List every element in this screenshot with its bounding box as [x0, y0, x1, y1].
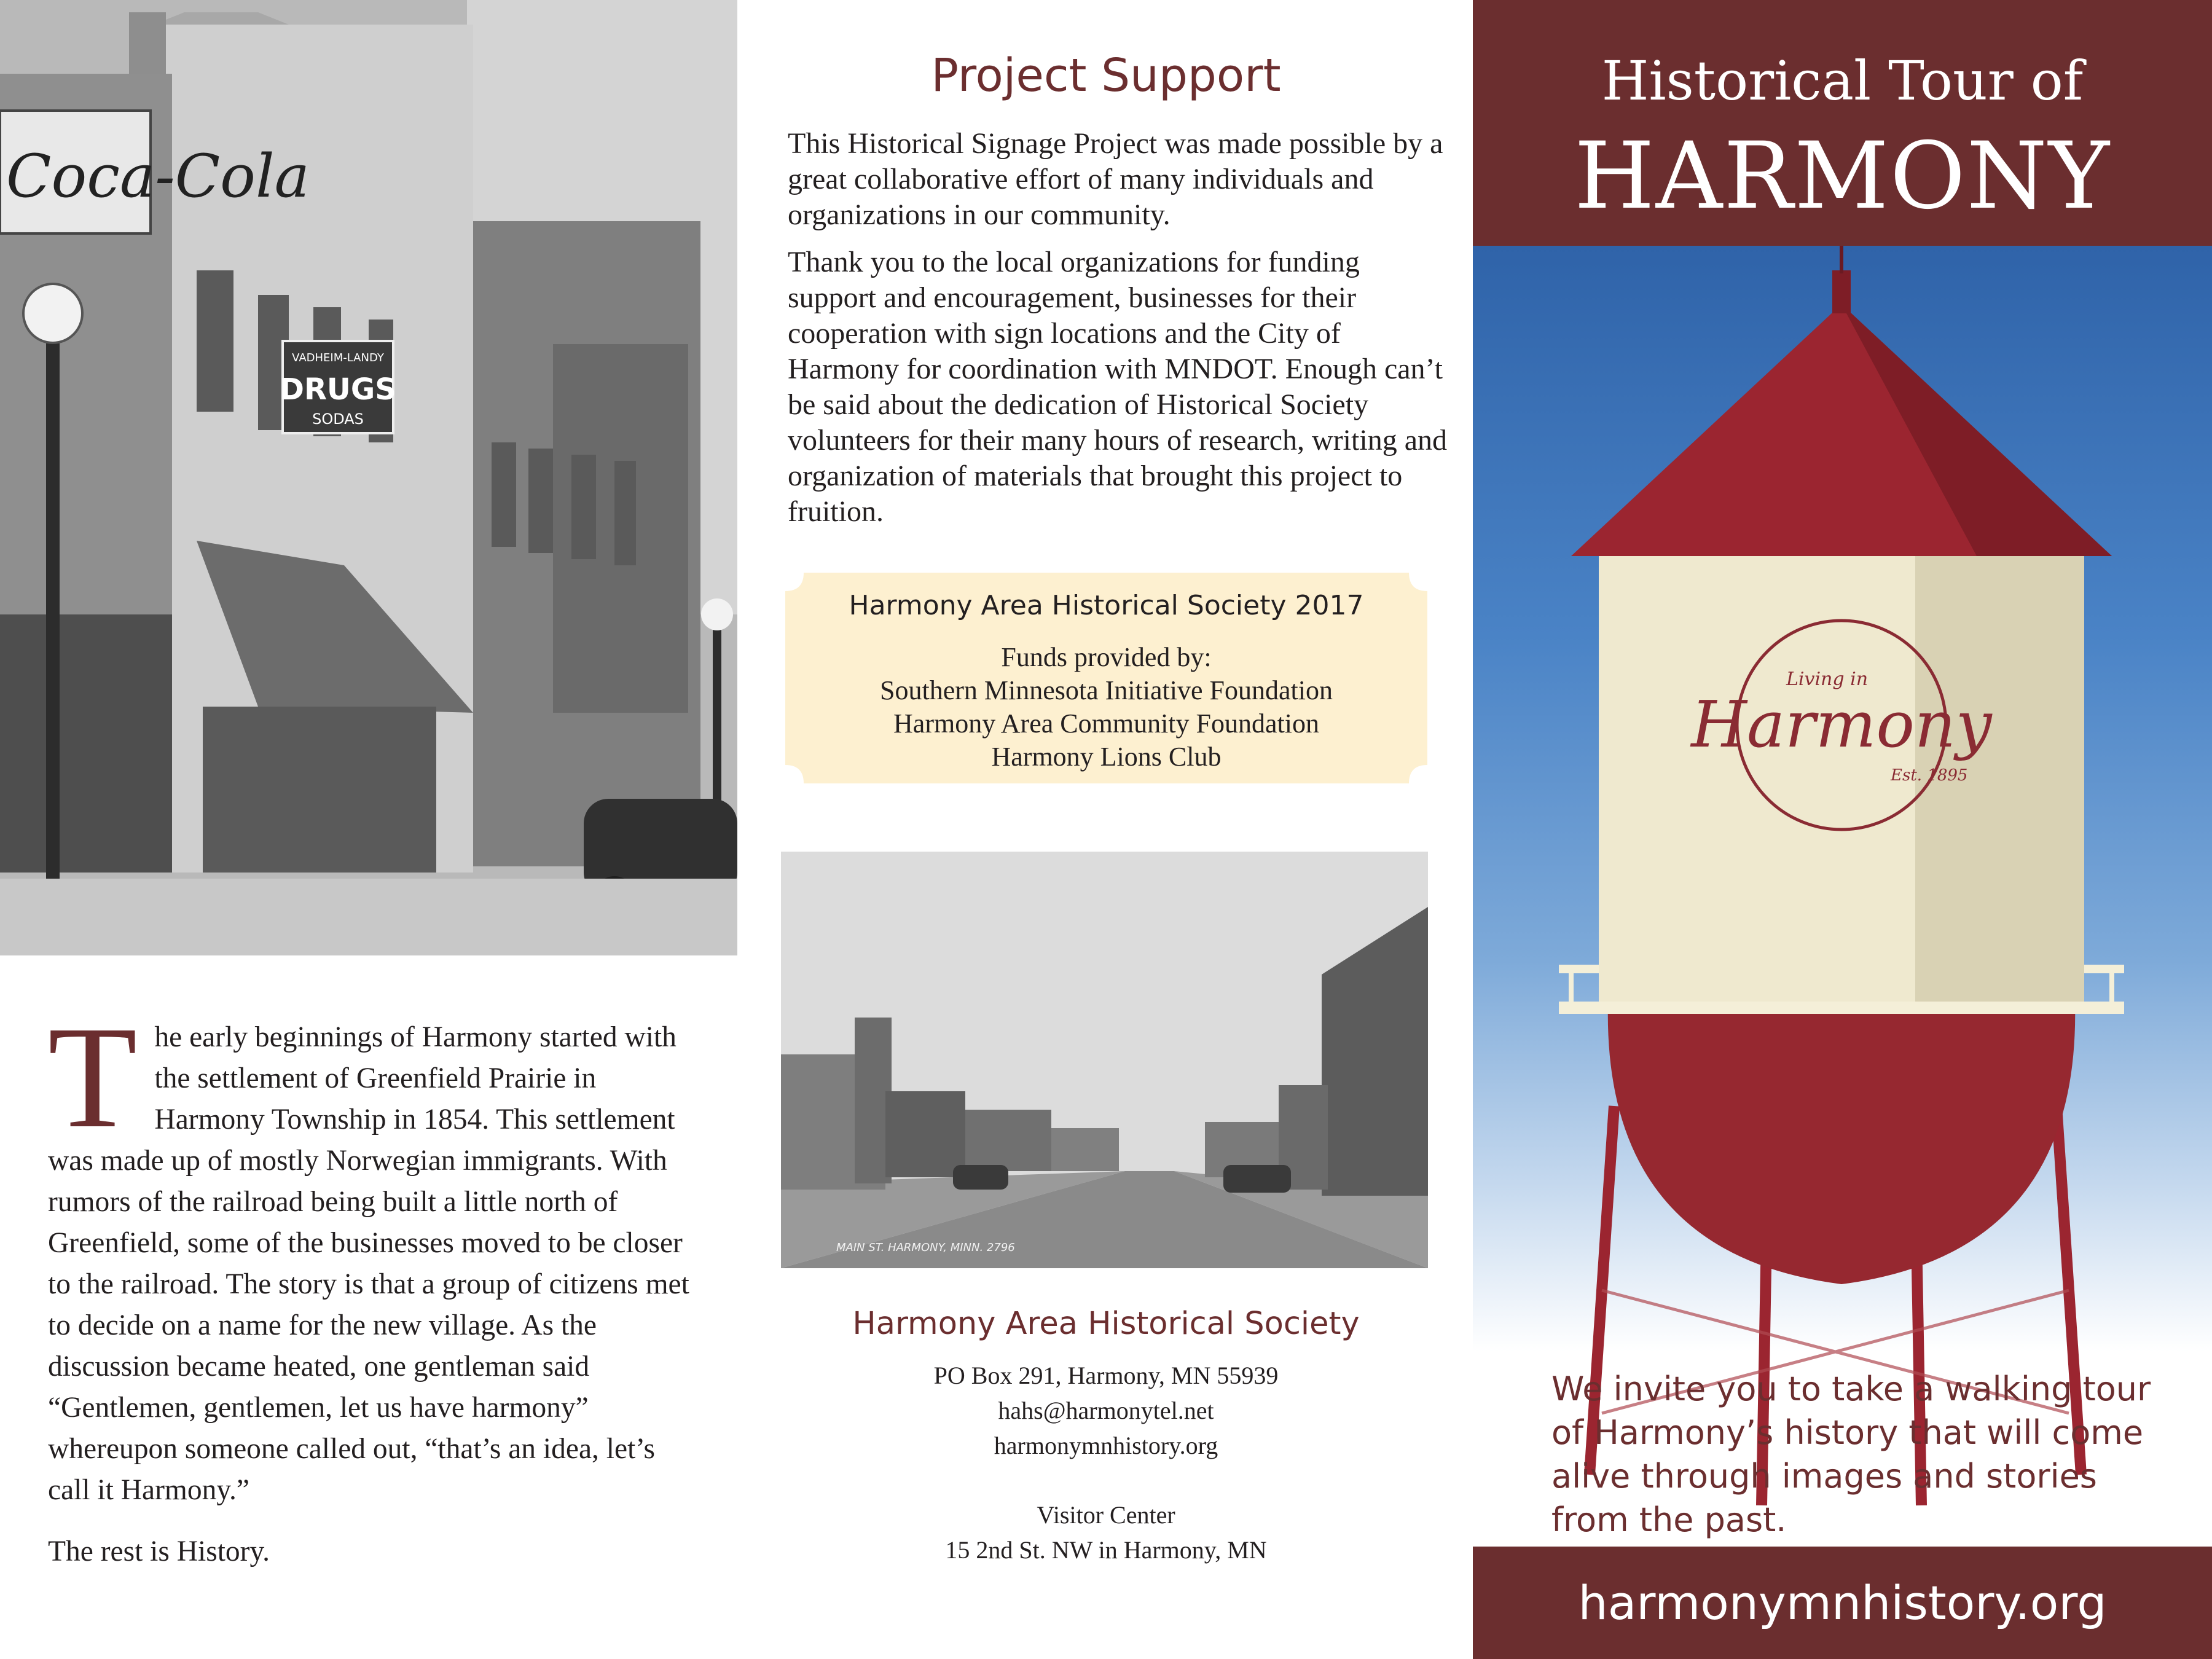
- funds-box: [785, 573, 1427, 783]
- tower-logo-top-text: Living in: [1786, 669, 1869, 690]
- invite-text: We invite you to take a walking tour of Harmony’s history that will come alive through images and stories from the past.: [1551, 1370, 2151, 1539]
- project-support-paragraph-1: This Historical Signage Project was made possible by a great collaborative effort of many individuals and organizations in our community.: [788, 127, 1443, 231]
- contact-email[interactable]: hahs@harmonytel.net: [998, 1397, 1214, 1424]
- funds-line: Harmony Area Community Foundation: [893, 708, 1319, 739]
- main-street-illustration: [781, 852, 1428, 1268]
- story-closing: The rest is History.: [48, 1535, 270, 1567]
- main-street-photo: [781, 852, 1428, 1268]
- right-panel: [1473, 0, 2212, 1659]
- footer-website[interactable]: harmonymnhistory.org: [1473, 1547, 2212, 1659]
- story-paragraph: he early beginnings of Harmony started with the settlement of Greenfield Prairie in Harmony Township in 1854. This settlement was made up of mostly Norwegian immigrants. With rumors of the railroad being built a little north of Greenfield, some of the businesses moved to be closer to the railroad. The story is that a group of citizens met to decide on a name for the new village. As the discussion became heated, one gentleman said “Gentlemen, gentlemen, let us have harmony” whereupon someone called out, “that’s an idea, let’s call it Harmony.”: [48, 1021, 689, 1506]
- funds-box-title: Harmony Area Historical Society 2017: [849, 590, 1364, 621]
- project-support-title: Project Support: [931, 49, 1281, 102]
- middle-panel: [737, 0, 1475, 1659]
- story-drop-cap: T: [48, 997, 138, 1158]
- drugs-sign-top-text: VADHEIM-LANDY: [292, 351, 384, 364]
- water-tower-photo: [1473, 246, 2212, 1547]
- tower-logo-est-text: Est. 1895: [1891, 766, 1968, 785]
- funds-line: Funds provided by:: [1001, 642, 1212, 672]
- left-panel: [0, 0, 737, 1659]
- project-support-paragraph-2: Thank you to the local organizations for funding support and encouragement, businesses for their cooperation with sign locations and the City of Harmony for coordination with MNDOT. Enough can’t be said about the dedication of Historical Society volunteers for their many hours of research, writing and organization of materials that brought this project to fruition.: [788, 246, 1447, 528]
- history-story: [48, 997, 699, 1511]
- contact-website[interactable]: harmonymnhistory.org: [994, 1432, 1218, 1459]
- main-street-photo-caption: MAIN ST. HARMONY, MINN. 2796: [836, 1241, 1015, 1254]
- funds-line: Harmony Lions Club: [991, 742, 1222, 772]
- funds-line: Southern Minnesota Initiative Foundation: [880, 675, 1333, 705]
- historic-street-illustration: [0, 0, 737, 955]
- tower-logo-main-text: Harmony: [1691, 687, 1992, 762]
- historic-street-photo: [0, 0, 737, 955]
- society-name: Harmony Area Historical Society: [852, 1306, 1360, 1342]
- tour-title-main: HARMONY: [1574, 123, 2111, 230]
- tour-title-prefix: Historical Tour of: [1601, 49, 2084, 112]
- coca-cola-sign-text: Coca-Cola: [6, 142, 310, 211]
- visitor-center-address: 15 2nd St. NW in Harmony, MN: [945, 1536, 1267, 1564]
- drugs-sign-text: DRUGS: [280, 372, 396, 407]
- visitor-center-label: Visitor Center: [1037, 1501, 1175, 1529]
- po-box-address: PO Box 291, Harmony, MN 55939: [933, 1362, 1279, 1389]
- water-tower-illustration: [1473, 246, 2212, 1547]
- sodas-sign-text: SODAS: [312, 410, 364, 428]
